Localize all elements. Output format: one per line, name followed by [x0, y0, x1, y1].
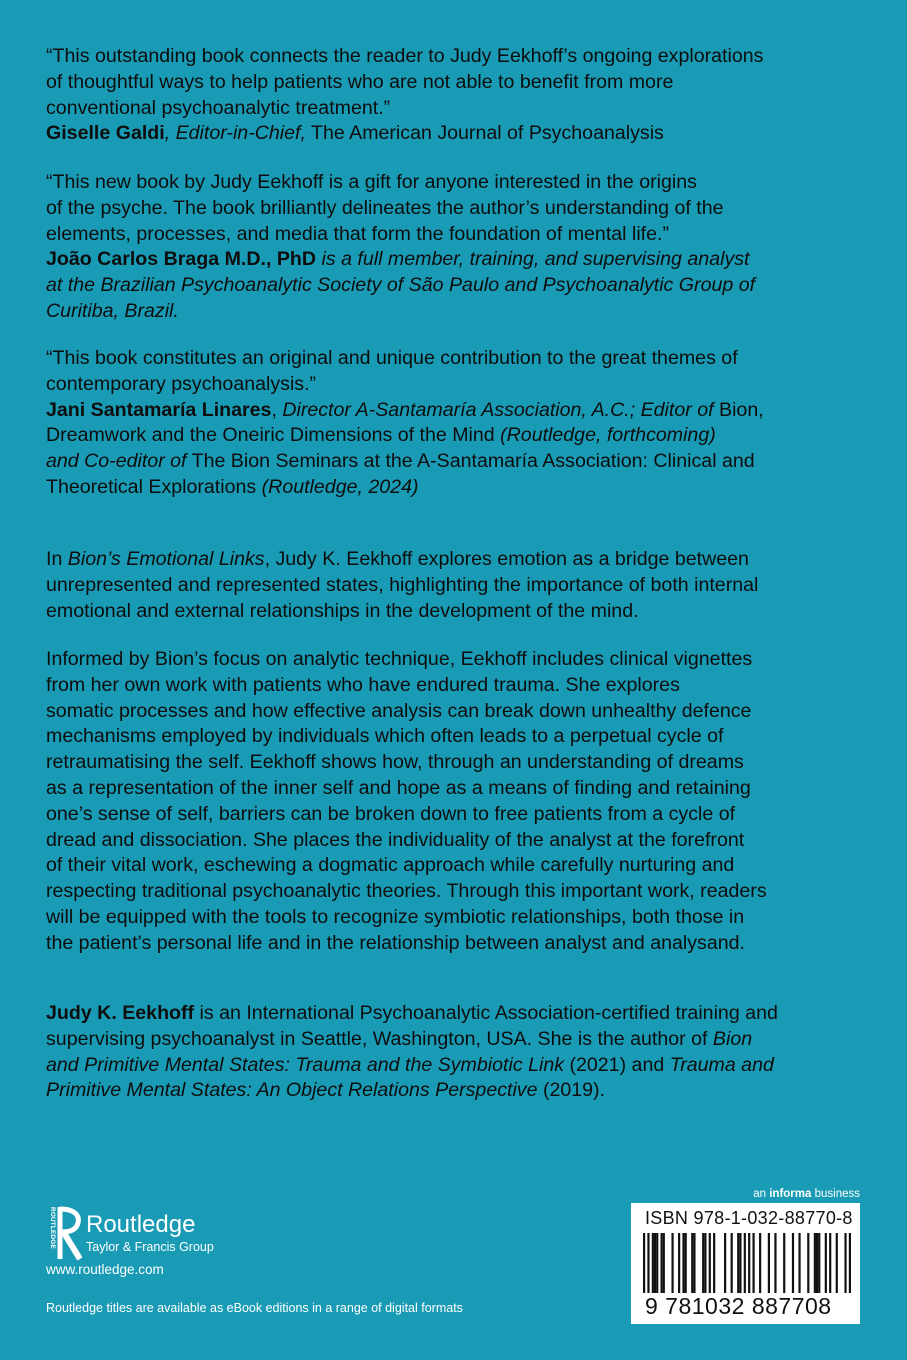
- routledge-r-logo-icon: [46, 1205, 82, 1261]
- barcode-bar: [702, 1233, 704, 1293]
- endorsement-3: [46, 346, 861, 501]
- publisher-name: Routledge: [86, 1211, 196, 1238]
- author-name: Judy K. Eekhoff: [46, 1002, 195, 1024]
- publisher-url: www.routledge.com: [46, 1262, 164, 1277]
- quote-line: “This new book by Judy Eekhoff is a gift for anyone interested in the origins: [46, 171, 697, 193]
- barcode-bar: [671, 1233, 673, 1293]
- endorsement-2: [46, 170, 861, 325]
- endorser-role: , Editor-in-Chief,: [164, 122, 306, 145]
- description-paragraph-2: Informed by Bion’s focus on analytic technique, Eekhoff includes clinical vignettes from her own work with patients who have endured trauma. She explores somatic processes and how effective analysis can break down unhealthy defence mechanisms employed by individuals which often leads to a perpetual cycle of retraumatising the self. Eekhoff shows how, through an understanding of dreams as a representation of the inner self and hope as a means of finding and retaining one’s sense of self, barriers can be broken down to free patients from a cycle of dread and dissociation. She places the individuality of the analyst at the forefront of their vital work, eschewing a dogmatic approach while carefully nurturing and respecting traditional psychoanalytic theories. Through this important work, readers will be equipped with the tools to recognize symbiotic relationships, both those in the patient’s personal life and in the relationship between analyst and analysand.: [46, 648, 767, 954]
- isbn-label: ISBN 978-1-032-88770-8: [645, 1208, 853, 1228]
- endorser-name: Jani Santamaría Linares: [46, 398, 272, 421]
- endorser-journal: The American Journal of Psychoanalysis: [305, 122, 664, 145]
- endorser-line: [46, 121, 861, 147]
- barcode-bar: [709, 1233, 711, 1293]
- informa-business-line: an informa business: [753, 1188, 860, 1200]
- barcode-bar: [844, 1233, 846, 1293]
- endorser-affiliation: and Co-editor of The Bion Seminars at the A-Santamaría Association: Clinical and: [46, 450, 755, 473]
- barcode-bar: [829, 1233, 831, 1293]
- barcode-bar: [678, 1233, 680, 1293]
- barcode-bar: [816, 1233, 818, 1293]
- barcode-bar: [661, 1233, 663, 1293]
- barcode-bar: [691, 1233, 693, 1293]
- endorsement-1: [46, 44, 861, 147]
- publisher-logo: [46, 1205, 306, 1285]
- quote-line: of thoughtful ways to help patients who are not able to benefit from more: [46, 70, 674, 93]
- barcode-bar: [744, 1233, 746, 1293]
- barcode-bar: [724, 1233, 726, 1293]
- barcode-bar: [654, 1233, 656, 1293]
- description-paragraph-1: In Bion’s Emotional Links, Judy K. Eekhoff explores emotion as a bridge between unrepresented and represented states, highlighting the importance of both internal emotional and external relationships in the development of the mind.: [46, 548, 759, 622]
- barcode-bar: [752, 1233, 754, 1293]
- barcode-bar: [774, 1233, 776, 1293]
- author-bio: Judy K. Eekhoff is an International Psychoanalytic Association-certified training and supervising psychoanalyst in Seattle, Washington, USA. She is the author of Bion and Primitive Mental States: Trauma and the Symbiotic Link (2021) and Trauma and Primitive Mental States: An Object Relations Perspective (2019).: [46, 1002, 778, 1102]
- ebook-note: Routledge titles are available as eBook editions in a range of digital formats: [46, 1301, 463, 1315]
- spine-letters: ROUTLEDGE: [49, 1207, 56, 1249]
- barcode-bar: [693, 1233, 695, 1293]
- barcode-bar: [818, 1233, 820, 1293]
- barcode-bar: [759, 1233, 761, 1293]
- quote-line: “This book constitutes an original and unique contribution to the great themes of: [46, 347, 738, 369]
- barcode-bar: [792, 1233, 794, 1293]
- barcode-bar: [682, 1233, 684, 1293]
- barcode-bar: [768, 1233, 770, 1293]
- barcode-bar: [713, 1233, 715, 1293]
- barcode-bar: [652, 1233, 654, 1293]
- quote-line: “This outstanding book connects the reader to Judy Eekhoff’s ongoing explorations: [46, 45, 764, 67]
- book-title: Bion’s Emotional Links: [67, 548, 265, 570]
- barcode-digits: 9 781032 887708: [645, 1293, 832, 1319]
- barcode-bar: [643, 1233, 645, 1293]
- barcode-bar: [663, 1233, 665, 1293]
- barcode-bar: [748, 1233, 750, 1293]
- barcode-bar: [783, 1233, 785, 1293]
- isbn-barcode-box: [631, 1203, 860, 1324]
- endorser-affiliation: Curitiba, Brazil.: [46, 299, 179, 322]
- barcode-bar: [737, 1233, 739, 1293]
- barcode-bar: [849, 1233, 851, 1293]
- publisher-group: Taylor & Francis Group: [86, 1240, 214, 1254]
- quote-line: conventional psychoanalytic treatment.”: [46, 96, 391, 119]
- endorser-name: Giselle Galdi: [46, 122, 165, 145]
- barcode-bar: [704, 1233, 706, 1293]
- endorser-affiliation: Dreamwork and the Oneiric Dimensions of the Mind (Routledge, forthcoming): [46, 424, 716, 447]
- quote-line: elements, processes, and media that form the foundation of mental life.”: [46, 222, 669, 245]
- endorser-name: João Carlos Braga M.D., PhD: [46, 248, 317, 271]
- barcode: [643, 1233, 851, 1293]
- barcode-bar: [647, 1233, 649, 1293]
- barcode-bar: [825, 1233, 827, 1293]
- barcode-bar: [814, 1233, 816, 1293]
- endorser-affiliation: at the Brazilian Psychoanalytic Society of São Paulo and Psychoanalytic Group of: [46, 274, 756, 297]
- endorser-line: Jani Santamaría Linares, Director A-Santamaría Association, A.C.; Editor of Bion,: [46, 398, 764, 421]
- quote-line: of the psyche. The book brilliantly delineates the author’s understanding of the: [46, 196, 724, 219]
- barcode-bar: [836, 1233, 838, 1293]
- endorser-affiliation: Theoretical Explorations (Routledge, 2024): [46, 475, 419, 498]
- barcode-bar: [798, 1233, 800, 1293]
- barcode-bar: [685, 1233, 687, 1293]
- informa-brand: informa: [769, 1188, 812, 1200]
- quote-line: contemporary psychoanalysis.”: [46, 372, 317, 395]
- barcode-bar: [807, 1233, 809, 1293]
- endorser-affiliation: is a full member, training, and supervising analyst: [316, 248, 750, 271]
- barcode-bar: [739, 1233, 741, 1293]
- endorser-line: [46, 247, 861, 273]
- barcode-bar: [656, 1233, 658, 1293]
- barcode-bar: [731, 1233, 733, 1293]
